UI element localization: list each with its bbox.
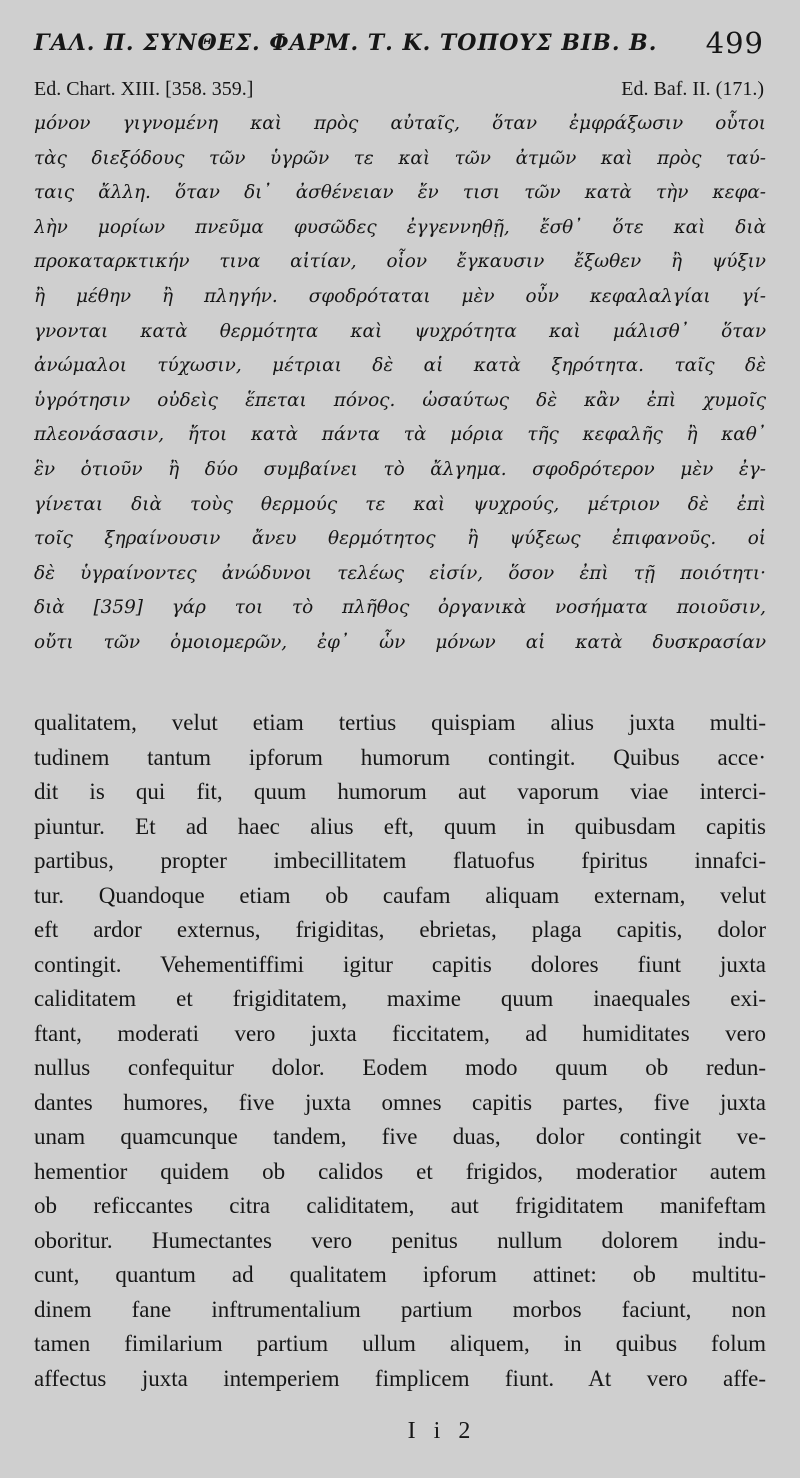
latin-line: dantes humores, five juxta omnes capitis partes, five juxta xyxy=(34,1089,766,1115)
latin-line: ob reficcantes citra caliditatem, aut frigiditatem manifeftam xyxy=(34,1193,766,1218)
latin-line: dinem fane inftrumentalium partium morbos faciunt, non xyxy=(34,1296,766,1322)
greek-line: ὑγρότησιν οὐδεὶς ἕπεται πόνος. ὡσαύτως δὲ κἂν ἐπὶ χυμοῖς xyxy=(34,389,766,411)
greek-line: τὰς διεξόδους τῶν ὑγρῶν τε καὶ τῶν ἀτμῶν καὶ πρὸς ταύ- xyxy=(34,147,766,169)
greek-line: γίνεται διὰ τοὺς θερμούς τε καὶ ψυχρούς, μέτριον δὲ ἐπὶ xyxy=(34,493,766,515)
greek-line: ἓν ὁτιοῦν ἢ δύο συμβαίνει τὸ ἄλγημα. σφοδρότερον μὲν ἐγ- xyxy=(34,458,766,480)
latin-line: affectus juxta intemperiem fimplicem fiunt. At vero affe- xyxy=(34,1365,766,1391)
latin-line: tamen fimilarium partium ullum aliquem, in quibus folum xyxy=(34,1331,766,1356)
page-number: 499 xyxy=(705,26,764,60)
signature-mark: I i 2 xyxy=(407,1418,477,1444)
edition-reference-line xyxy=(34,78,764,104)
latin-text-block xyxy=(34,706,766,1396)
greek-text-block xyxy=(34,107,766,661)
greek-line: ἢ μέθην ἢ πληγήν. σφοδρόταται μὲν οὖν κεφαλαλγίαι γί- xyxy=(34,285,766,307)
greek-line: μόνον γιγνομένη καὶ πρὸς αὐταῖς, ὅταν ἐμφράξωσιν οὗτοι xyxy=(34,113,766,134)
greek-line: διὰ [359] γάρ τοι τὸ πλῆθος ὀργανικὰ νοσήματα ποιοῦσιν, xyxy=(34,597,766,619)
edition-chartier-reference: Ed. Chart. XIII. [358. 359.] xyxy=(34,78,254,100)
latin-line: unam quamcunque tandem, five duas, dolor contingit ve- xyxy=(34,1124,766,1149)
greek-line: προκαταρκτικήν τινα αἰτίαν, οἷον ἔγκαυσιν ἔξωθεν ἢ ψύξιν xyxy=(34,251,766,273)
latin-line: nullus confequitur dolor. Eodem modo quum ob redun- xyxy=(34,1055,766,1080)
latin-line: eft ardor externus, frigiditas, ebrietas, plaga capitis, dolor xyxy=(34,917,766,942)
greek-line: γνονται κατὰ θερμότητα καὶ ψυχρότητα καὶ μάλισθ᾽ ὅταν xyxy=(34,320,766,342)
latin-line: tudinem tantum ipforum humorum contingit. Quibus acce· xyxy=(34,744,766,770)
greek-line: λὴν μορίων πνεῦμα φυσῶδες ἐγγεννηθῇ, ἔσθ᾽ ὅτε καὶ διὰ xyxy=(34,216,766,238)
latin-line: cunt, quantum ad qualitatem ipforum attinet: ob multitu- xyxy=(34,1262,766,1287)
latin-line: dit is qui fit, quum humorum aut vaporum viae interci- xyxy=(34,779,766,804)
latin-line: oboritur. Humectantes vero penitus nullum dolorem indu- xyxy=(34,1227,766,1253)
edition-basel-reference: Ed. Baf. II. (171.) xyxy=(621,78,764,100)
latin-line: partibus, propter imbecillitatem flatuofus fpiritus innafci- xyxy=(34,848,766,873)
latin-line: tur. Quandoque etiam ob caufam aliquam externam, velut xyxy=(34,882,766,908)
running-head xyxy=(34,22,764,62)
latin-line: qualitatem, velut etiam tertius quispiam alius juxta multi- xyxy=(34,710,766,735)
latin-line: caliditatem et frigiditatem, maxime quum inaequales exi- xyxy=(34,986,766,1011)
latin-line: contingit. Vehementiffimi igitur capitis dolores fiunt juxta xyxy=(34,951,766,977)
greek-line: δὲ ὑγραίνοντες ἀνώδυνοι τελέως εἰσίν, ὅσον ἐπὶ τῇ ποιότητι· xyxy=(34,562,766,584)
latin-line: piuntur. Et ad haec alius eft, quum in quibusdam capitis xyxy=(34,813,766,839)
greek-line: οὔτι τῶν ὁμοιομερῶν, ἐφ᾽ ὧν μόνων αἱ κατὰ δυσκρασίαν xyxy=(34,631,766,653)
greek-line: ταις ἄλλη. ὅταν δι᾽ ἀσθένειαν ἔν τισι τῶν κατὰ τὴν κεφα- xyxy=(34,182,766,204)
greek-line: τοῖς ξηραίνουσιν ἄνευ θερμότητος ἢ ψύξεως ἐπιφανοῦς. οἱ xyxy=(34,528,766,550)
latin-line: hementior quidem ob calidos et frigidos, moderatior autem xyxy=(34,1158,766,1184)
greek-line: πλεονάσασιν, ἤτοι κατὰ πάντα τὰ μόρια τῆς κεφαλῆς ἢ καθ᾽ xyxy=(34,424,766,446)
running-head-title: ΓΑΛ. Π. ΣΥΝΘΕΣ. ΦΑΡΜ. Τ. Κ. ΤΟΠΟΥΣ ΒΙΒ. Β. xyxy=(34,30,658,56)
latin-line: ftant, moderati vero juxta ficcitatem, ad humiditates vero xyxy=(34,1020,766,1046)
greek-line: ἀνώμαλοι τύχωσιν, μέτριαι δὲ αἱ κατὰ ξηρότητα. ταῖς δὲ xyxy=(34,355,766,377)
